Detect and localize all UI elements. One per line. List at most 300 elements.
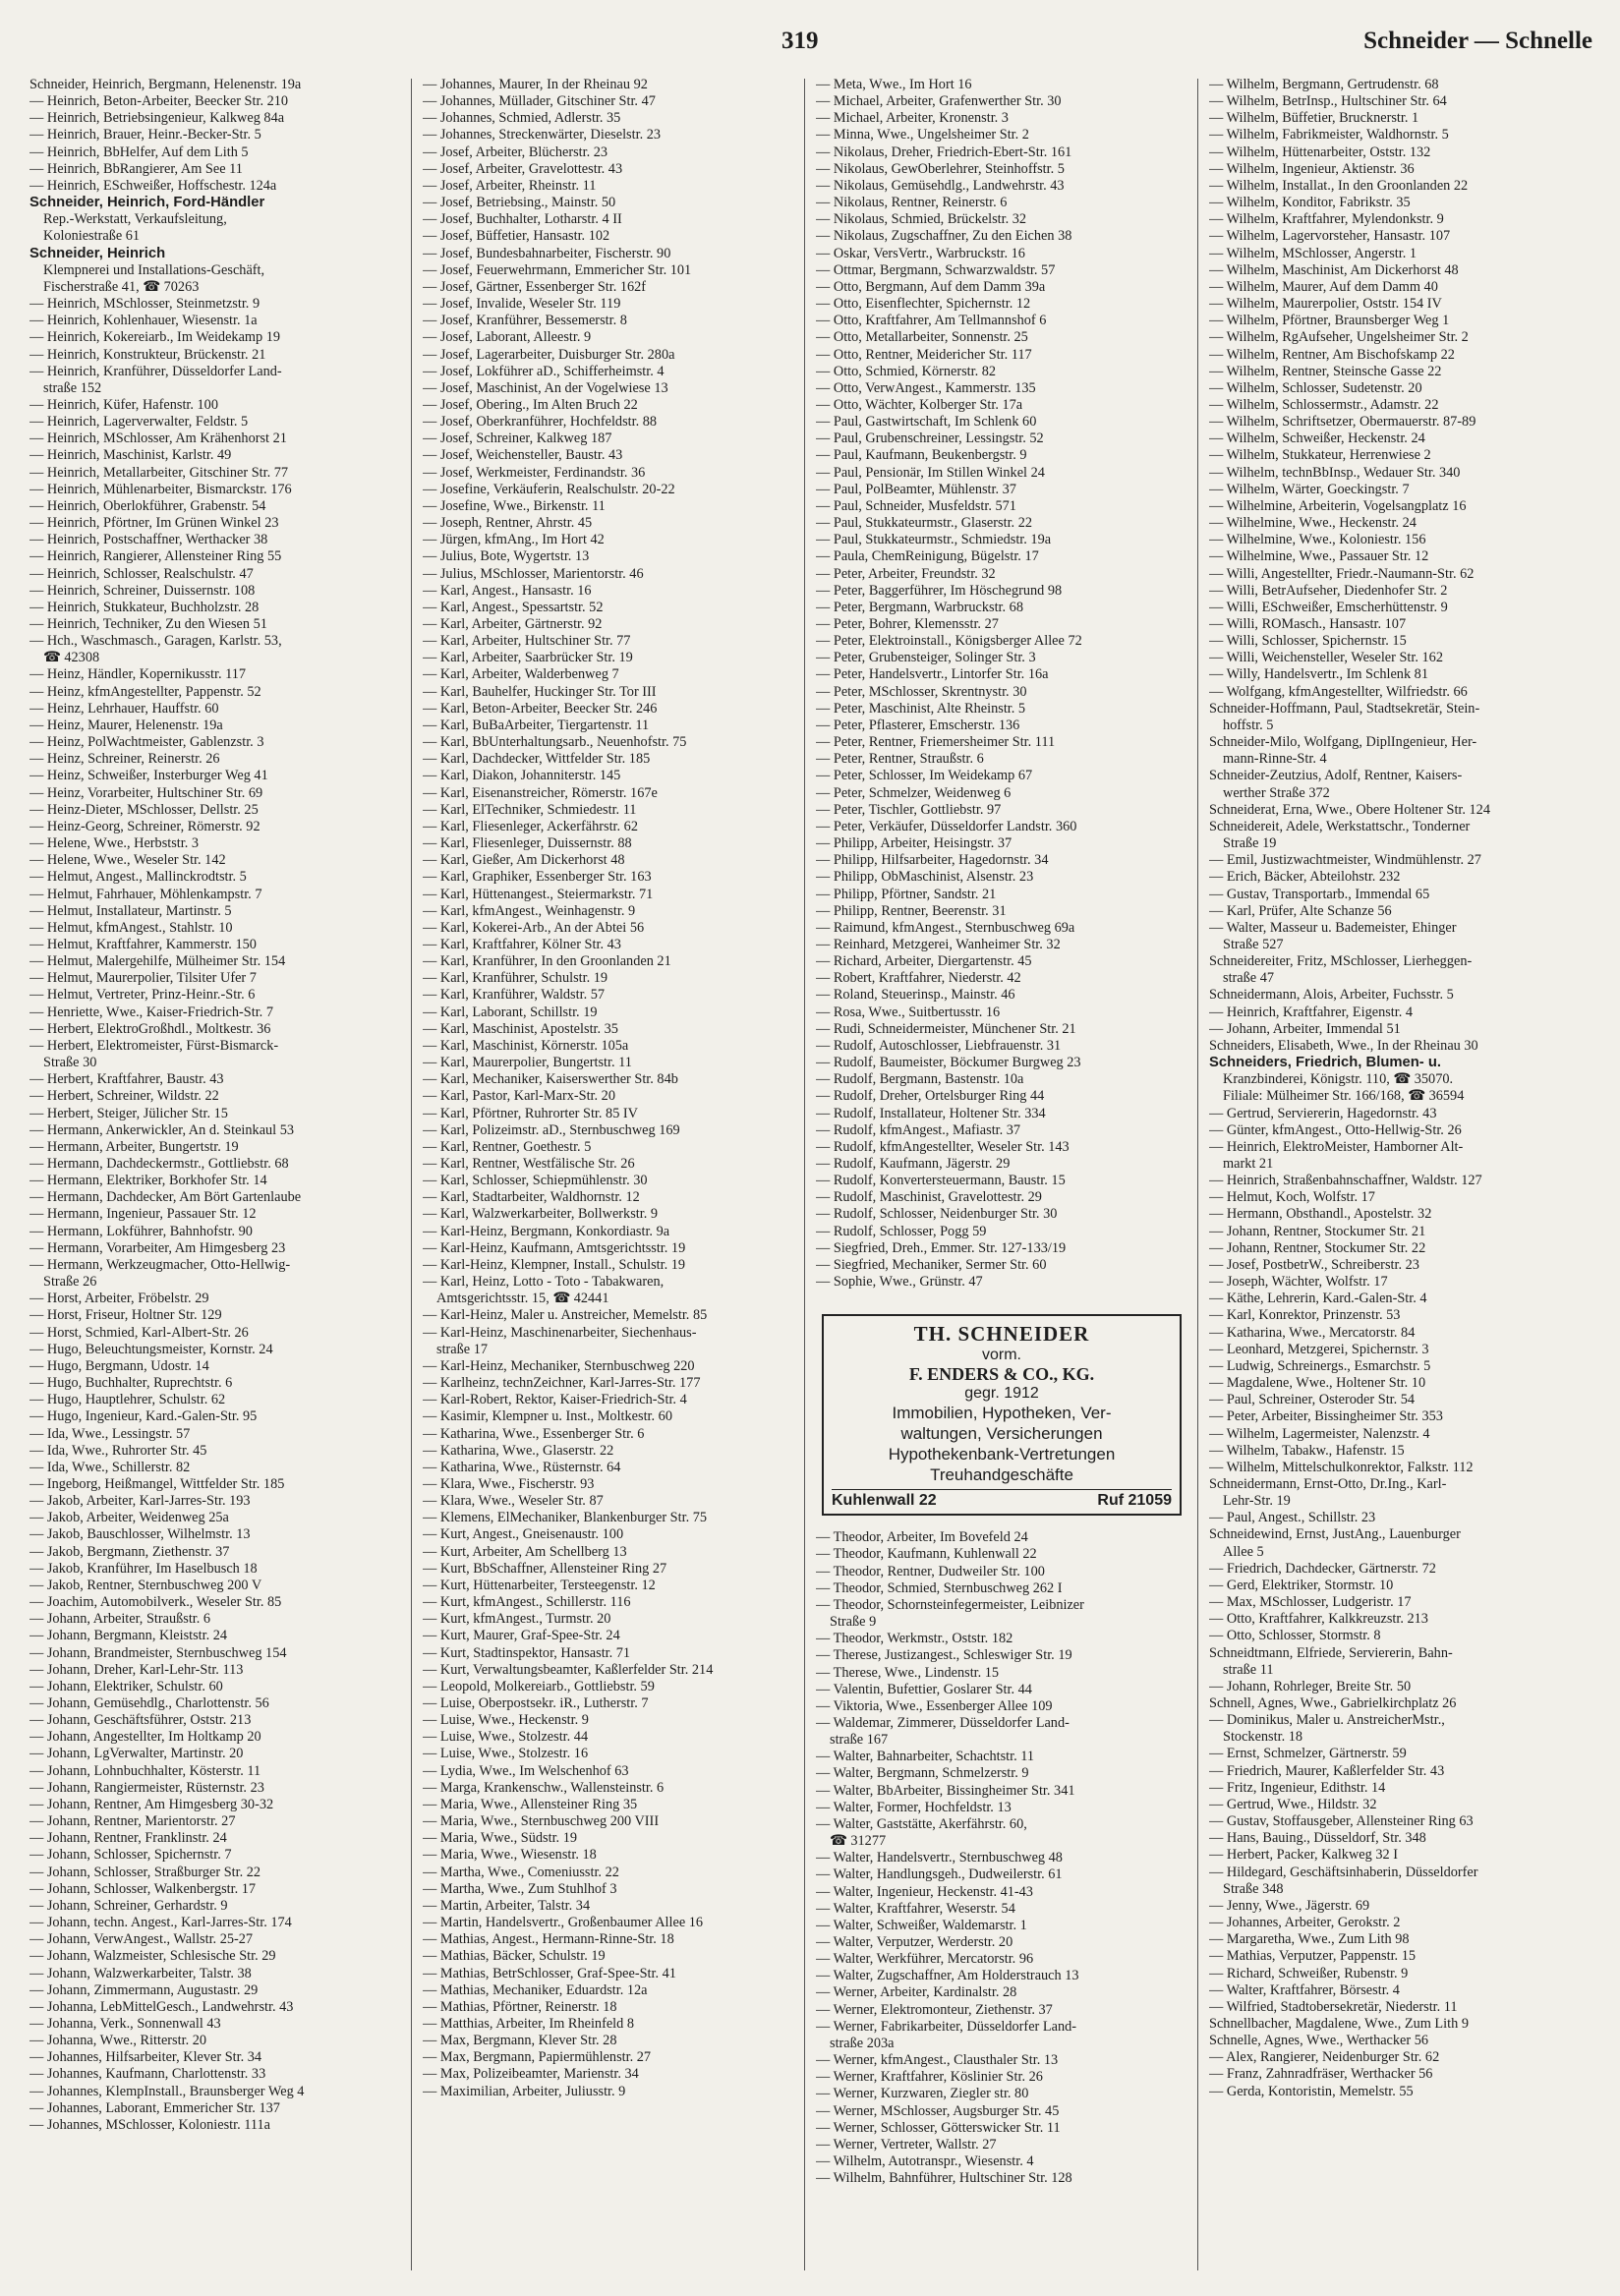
directory-entry: Straße 30	[43, 1055, 97, 1071]
directory-entry: — Martha, Wwe., Zum Stuhlhof 3	[423, 1880, 617, 1897]
directory-entry: — Josef, Werkmeister, Ferdinandstr. 36	[423, 464, 646, 481]
directory-entry: — Karl, Angest., Hansastr. 16	[423, 582, 592, 599]
directory-entry: — Karl, Kranführer, Schulstr. 19	[423, 970, 608, 987]
ad-line: Immobilien, Hypotheken, Ver-	[892, 1404, 1112, 1423]
directory-entry: — Walter, Zugschaffner, Am Holderstrauch 13	[816, 1968, 1079, 1984]
directory-entry: — Jakob, Arbeiter, Karl-Jarres-Str. 193	[29, 1493, 251, 1510]
directory-entry: — Karl, Laborant, Schillstr. 19	[423, 1004, 598, 1020]
directory-entry: — Nikolaus, Gemüsehdlg., Landwehrstr. 43	[816, 177, 1065, 194]
directory-entry: — Wilhelm, Maschinist, Am Dickerhorst 48	[1209, 261, 1459, 278]
directory-entry: — Werner, Kraftfahrer, Köslinier Str. 26	[816, 2069, 1043, 2086]
directory-entry: — Karl, Maschinist, Apostelstr. 35	[423, 1020, 618, 1037]
directory-entry: — Julius, MSchlosser, Marientorstr. 46	[423, 565, 644, 582]
directory-entry: — Reinhard, Metzgerei, Wanheimer Str. 32	[816, 936, 1061, 952]
directory-entry: Schneidereit, Adele, Werkstattschr., Tonderner	[1209, 818, 1471, 834]
directory-entry: — Peter, Rentner, Straußstr. 6	[816, 751, 984, 768]
directory-entry: — Maria, Wwe., Sternbuschweg 200 VIII	[423, 1813, 660, 1830]
directory-entry: — Heinrich, Kranführer, Düsseldorfer Land-	[29, 363, 282, 379]
directory-entry: — Hugo, Bergmann, Udostr. 14	[29, 1357, 209, 1374]
directory-entry: — Karl, Dachdecker, Wittfelder Str. 185	[423, 751, 651, 768]
directory-entry: — Johannes, Arbeiter, Gerokstr. 2	[1209, 1915, 1401, 1931]
directory-entry: — Werner, Elektromonteur, Ziethenstr. 37	[816, 2001, 1053, 2018]
directory-entry: — Theodor, Arbeiter, Im Bovefeld 24	[816, 1529, 1028, 1546]
directory-entry: — Peter, Verkäufer, Düsseldorfer Landstr. 360	[816, 818, 1077, 834]
directory-entry: — Ludwig, Schreinergs., Esmarchstr. 5	[1209, 1357, 1431, 1374]
directory-entry: — Otto, Eisenflechter, Spichernstr. 12	[816, 296, 1031, 313]
directory-entry: — Johanna, Wwe., Ritterstr. 20	[29, 2033, 207, 2049]
directory-entry: — Wilhelm, Fabrikmeister, Waldhornstr. 5	[1209, 127, 1449, 144]
directory-entry: — Paul, PolBeamter, Mühlenstr. 37	[816, 481, 1016, 497]
directory-column-2	[423, 77, 794, 2278]
directory-entry: — Mathias, Bäcker, Schulstr. 19	[423, 1948, 606, 1965]
directory-entry: Schneider-Milo, Wolfgang, DiplIngenieur, Her-	[1209, 734, 1477, 751]
ad-title: TH. SCHNEIDER	[913, 1322, 1090, 1347]
directory-entry: Straße 19	[1223, 835, 1277, 852]
directory-entry: — Heinrich, Küfer, Hafenstr. 100	[29, 396, 218, 413]
directory-entry: — Heinrich, Brauer, Heinr.-Becker-Str. 5	[29, 127, 261, 144]
directory-entry: — Heinrich, BbRangierer, Am See 11	[29, 160, 243, 177]
directory-entry: — Karl, BbUnterhaltungsarb., Neuenhofstr. 75	[423, 734, 687, 751]
directory-entry: Schneider, Heinrich	[29, 245, 166, 261]
directory-entry: — Magdalene, Wwe., Holtener Str. 10	[1209, 1375, 1426, 1392]
directory-entry: — Peter, Maschinist, Alte Rheinstr. 5	[816, 700, 1026, 717]
directory-entry: — Jürgen, kfmAng., Im Hort 42	[423, 532, 605, 548]
directory-entry: — Wilhelm, Konditor, Fabrikstr. 35	[1209, 195, 1411, 211]
ad-address: Kuhlenwall 22	[832, 1492, 937, 1510]
directory-entry: — Walter, Verputzer, Werderstr. 20	[816, 1934, 1013, 1950]
directory-entry: — Katharina, Wwe., Glaserstr. 22	[423, 1442, 614, 1459]
directory-entry: — Paul, Kaufmann, Beukenbergstr. 9	[816, 447, 1027, 464]
directory-entry: — Wilhelm, technBbInsp., Wedauer Str. 340	[1209, 464, 1461, 481]
directory-entry: — Johann, Elektriker, Schulstr. 60	[29, 1678, 223, 1694]
directory-entry: — Heinz-Dieter, MSchlosser, Dellstr. 25	[29, 801, 259, 818]
directory-entry: — Mathias, Verputzer, Pappenstr. 15	[1209, 1948, 1417, 1965]
directory-entry: — Otto, VerwAngest., Kammerstr. 135	[816, 379, 1036, 396]
directory-entry: — Johann, Schreiner, Gerhardstr. 9	[29, 1897, 228, 1914]
directory-entry: — Wilhelm, BetrInsp., Hultschiner Str. 64	[1209, 93, 1447, 110]
directory-entry: — Karl, Eisenanstreicher, Römerstr. 167e	[423, 784, 658, 801]
directory-entry: — Gustav, Stoffausgeber, Allensteiner Ring 63	[1209, 1813, 1474, 1830]
directory-entry: — Katharina, Wwe., Rüsternstr. 64	[423, 1459, 621, 1475]
directory-entry: hoffstr. 5	[1223, 717, 1274, 733]
directory-entry: — Friedrich, Maurer, Kaßlerfelder Str. 43	[1209, 1762, 1445, 1779]
directory-entry: — Alex, Rangierer, Neidenburger Str. 62	[1209, 2049, 1440, 2066]
directory-entry: — Karl, Arbeiter, Hultschiner Str. 77	[423, 633, 631, 650]
directory-entry: — Richard, Schweißer, Rubenstr. 9	[1209, 1965, 1409, 1981]
directory-entry: — Josef, Arbeiter, Rheinstr. 11	[423, 177, 597, 194]
directory-entry: — Dominikus, Maler u. AnstreicherMstr.,	[1209, 1712, 1445, 1729]
directory-entry: — Johann, Rangiermeister, Rüsternstr. 23	[29, 1779, 264, 1796]
directory-entry: — Jakob, Rentner, Sternbuschweg 200 V	[29, 1577, 262, 1593]
directory-entry: — Hermann, Dachdeckermstr., Gottliebstr. 68	[29, 1156, 289, 1172]
directory-entry: — Philipp, Hilfsarbeiter, Hagedornstr. 34	[816, 852, 1049, 869]
directory-entry: — Karl, Maurerpolier, Bungertstr. 11	[423, 1055, 632, 1071]
directory-entry: — Joseph, Rentner, Ahrstr. 45	[423, 515, 593, 532]
directory-entry: — Mathias, Mechaniker, Eduardstr. 12a	[423, 1981, 648, 1998]
directory-entry: — Rudolf, Bergmann, Bastenstr. 10a	[816, 1071, 1024, 1088]
directory-entry: — Karl, Walzwerkarbeiter, Bollwerkstr. 9	[423, 1206, 658, 1223]
directory-entry: — Peter, Bohrer, Klemensstr. 27	[816, 616, 999, 632]
directory-entry: — Katharina, Wwe., Essenberger Str. 6	[423, 1425, 645, 1442]
directory-entry: — Hermann, Arbeiter, Bungertstr. 19	[29, 1138, 239, 1155]
directory-entry: — Otto, Wächter, Kolberger Str. 17a	[816, 396, 1023, 413]
directory-entry: — Johann, Rentner, Am Himgesberg 30-32	[29, 1796, 274, 1812]
directory-entry: — Karl-Heinz, Maler u. Anstreicher, Memelstr. 85	[423, 1307, 708, 1324]
directory-entry: — Heinz, Händler, Kopernikusstr. 117	[29, 666, 247, 683]
directory-entry: — Klemens, ElMechaniker, Blankenburger Str. 75	[423, 1510, 708, 1526]
directory-entry: — Karl, Kokerei-Arb., An der Abtei 56	[423, 919, 645, 936]
directory-entry: ☎ 42308	[43, 650, 100, 666]
directory-entry: — Nikolaus, Rentner, Reinerstr. 6	[816, 195, 1008, 211]
directory-entry: — Hugo, Beleuchtungsmeister, Kornstr. 24	[29, 1341, 273, 1357]
directory-entry: — Heinz, PolWachtmeister, Gablenzstr. 3	[29, 734, 264, 751]
directory-entry: — Wilhelm, Schweißer, Heckenstr. 24	[1209, 430, 1425, 447]
directory-entry: — Wilhelmine, Wwe., Koloniestr. 156	[1209, 532, 1426, 548]
directory-entry: — Karl, Beton-Arbeiter, Beecker Str. 246	[423, 700, 658, 717]
directory-entry: — Karl, Diakon, Johanniterstr. 145	[423, 768, 621, 784]
directory-entry: — Johann, Arbeiter, Straußstr. 6	[29, 1611, 211, 1628]
directory-entry: — Walter, Bahnarbeiter, Schachtstr. 11	[816, 1749, 1035, 1765]
directory-entry: mann-Rinne-Str. 4	[1223, 751, 1327, 768]
directory-entry: Schnelle, Agnes, Wwe., Werthacker 56	[1209, 2033, 1429, 2049]
directory-entry: — Karl, Stadtarbeiter, Waldhornstr. 12	[423, 1189, 640, 1206]
directory-entry: — Jakob, Kranführer, Im Haselbusch 18	[29, 1560, 258, 1577]
directory-entry: — Josef, Laborant, Alleestr. 9	[423, 329, 592, 346]
directory-entry: — Gertrud, Wwe., Hildstr. 32	[1209, 1796, 1377, 1812]
directory-entry: — Josef, Betriebsing., Mainstr. 50	[423, 195, 616, 211]
directory-entry: — Peter, Schmelzer, Weidenweg 6	[816, 784, 1012, 801]
ad-line: Hypothekenbank-Vertretungen	[888, 1445, 1116, 1464]
directory-entry: — Erich, Bäcker, Abteilohstr. 232	[1209, 869, 1401, 886]
directory-entry: — Nikolaus, Schmied, Brückelstr. 32	[816, 211, 1027, 228]
directory-entry: — Josef, Lokführer aD., Schifferheimstr. 4	[423, 363, 665, 379]
directory-entry: — Nikolaus, Dreher, Friedrich-Ebert-Str. 161	[816, 144, 1072, 160]
directory-entry: — Johann, Rentner, Marientorstr. 27	[29, 1813, 236, 1830]
directory-entry: — Paul, Stukkateurmstr., Glaserstr. 22	[816, 515, 1032, 532]
directory-entry: — Walter, Bergmann, Schmelzerstr. 9	[816, 1765, 1029, 1782]
directory-entry: — Walter, Masseur u. Bademeister, Ehinger	[1209, 919, 1457, 936]
directory-entry: — Rudolf, Konvertersteuermann, Baustr. 15	[816, 1173, 1066, 1189]
ad-phone: Ruf 21059	[1097, 1492, 1172, 1510]
directory-entry: — Gerd, Elektriker, Stormstr. 10	[1209, 1577, 1394, 1593]
ad-firm: F. ENDERS & CO., KG.	[908, 1364, 1095, 1385]
directory-entry: — Viktoria, Wwe., Essenberger Allee 109	[816, 1697, 1053, 1714]
directory-entry: Schneidtmann, Elfriede, Serviererin, Bahn-	[1209, 1644, 1453, 1661]
directory-entry: — Karl, Kranführer, In den Groonlanden 21	[423, 953, 671, 970]
directory-entry: — Walter, Handlungsgeh., Dudweilerstr. 61	[816, 1866, 1063, 1883]
directory-entry: — Philipp, ObMaschinist, Alsenstr. 23	[816, 869, 1034, 886]
directory-entry: — Walter, Kraftfahrer, Börsestr. 4	[1209, 1981, 1400, 1998]
directory-entry: — Walter, Kraftfahrer, Weserstr. 54	[816, 1900, 1015, 1917]
directory-entry: — Peter, Elektroinstall., Königsberger Allee 72	[816, 633, 1082, 650]
directory-entry: — Wilhelm, Bergmann, Gertrudenstr. 68	[1209, 77, 1439, 92]
directory-entry: — Maria, Wwe., Allensteiner Ring 35	[423, 1796, 638, 1812]
directory-entry: — Josef, Oberkranführer, Hochfeldstr. 88	[423, 414, 658, 430]
directory-entry: — Michael, Arbeiter, Grafenwerther Str. 30	[816, 93, 1062, 110]
directory-entry: — Johann, Gemüsehdlg., Charlottenstr. 56	[29, 1695, 269, 1711]
directory-entry: — Karl, Gießer, Am Dickerhorst 48	[423, 852, 625, 869]
directory-entry: — Josef, Invalide, Weseler Str. 119	[423, 296, 621, 313]
directory-entry: — Otto, Bergmann, Auf dem Damm 39a	[816, 278, 1046, 295]
directory-entry: — Herbert, Steiger, Jülicher Str. 15	[29, 1105, 228, 1121]
directory-entry: — Ida, Wwe., Lessingstr. 57	[29, 1425, 191, 1442]
directory-entry: — Wilhelm, Ingenieur, Aktienstr. 36	[1209, 160, 1415, 177]
directory-entry: Schneidermann, Ernst-Otto, Dr.Ing., Karl-	[1209, 1475, 1447, 1492]
directory-entry: — Herbert, Schreiner, Wildstr. 22	[29, 1088, 219, 1105]
directory-entry: — Rudolf, Baumeister, Böckumer Burgweg 23	[816, 1055, 1081, 1071]
directory-entry: — Werner, Schlosser, Götterswicker Str. 11	[816, 2119, 1061, 2136]
directory-entry: — Johann, Walzwerkarbeiter, Talstr. 38	[29, 1965, 252, 1981]
ad-vorm: vorm.	[982, 1347, 1021, 1364]
directory-entry: — Wilhelm, Rentner, Am Bischofskamp 22	[1209, 346, 1455, 363]
directory-entry: — Kurt, Arbeiter, Am Schellberg 13	[423, 1543, 627, 1560]
directory-entry: — Michael, Arbeiter, Kronenstr. 3	[816, 110, 1009, 127]
directory-entry: — Wolfgang, kfmAngestellter, Wilfriedstr. 66	[1209, 683, 1468, 700]
directory-entry: — Max, MSchlosser, Ludgeristr. 17	[1209, 1594, 1412, 1611]
directory-entry: — Johannes, Schmied, Adlerstr. 35	[423, 110, 621, 127]
directory-entry: — Johann, Geschäftsführer, Oststr. 213	[29, 1712, 252, 1729]
directory-entry: — Heinrich, Schreiner, Duissernstr. 108	[29, 582, 256, 599]
directory-entry: — Minna, Wwe., Ungelsheimer Str. 2	[816, 127, 1029, 144]
directory-page	[29, 28, 1592, 2278]
directory-entry: — Martin, Handelsvertr., Großenbaumer Allee 16	[423, 1915, 704, 1931]
directory-entry: — Kurt, Verwaltungsbeamter, Kaßlerfelder Str. 214	[423, 1661, 714, 1678]
directory-entry: Schneider-Hoffmann, Paul, Stadtsekretär, Stein-	[1209, 700, 1480, 717]
directory-entry: — Maria, Wwe., Wiesenstr. 18	[423, 1847, 597, 1864]
directory-entry: — Hugo, Ingenieur, Kard.-Galen-Str. 95	[29, 1408, 258, 1425]
directory-entry: — Hermann, Ankerwickler, An d. Steinkaul 53	[29, 1121, 295, 1138]
directory-entry: — Mathias, Pförtner, Reinerstr. 18	[423, 1998, 617, 2015]
directory-entry: — Rudolf, Maschinist, Gravelottestr. 29	[816, 1189, 1042, 1206]
directory-entry: — Kurt, Angest., Gneisenaustr. 100	[423, 1526, 624, 1543]
directory-entry: — Wilhelm, Schlossermstr., Adamstr. 22	[1209, 396, 1439, 413]
directory-entry: — Paul, Pensionär, Im Stillen Winkel 24	[816, 464, 1045, 481]
directory-entry: — Johann, Rentner, Stockumer Str. 22	[1209, 1239, 1426, 1256]
directory-entry: — Wilhelm, Rentner, Steinsche Gasse 22	[1209, 363, 1442, 379]
directory-entry: — Josef, Lagerarbeiter, Duisburger Str. 280a	[423, 346, 675, 363]
directory-entry: Stockenstr. 18	[1223, 1729, 1303, 1746]
directory-entry: — Johann, techn. Angest., Karl-Jarres-Str. 174	[29, 1915, 292, 1931]
directory-entry: — Joachim, Automobilverk., Weseler Str. 85	[29, 1594, 282, 1611]
directory-entry: Schneiders, Elisabeth, Wwe., In der Rheinau 30	[1209, 1037, 1478, 1054]
directory-entry: — Karl, Arbeiter, Gärtnerstr. 92	[423, 616, 603, 632]
directory-entry: — Karl, Prüfer, Alte Schanze 56	[1209, 902, 1392, 919]
directory-entry: — Heinrich, Pförtner, Im Grünen Winkel 23	[29, 515, 279, 532]
directory-entry: — Helmut, Kraftfahrer, Kammerstr. 150	[29, 936, 257, 952]
directory-entry: — Rudolf, Installateur, Holtener Str. 334	[816, 1105, 1046, 1121]
directory-entry: — Jenny, Wwe., Jägerstr. 69	[1209, 1897, 1370, 1914]
directory-entry: — Josef, Kranführer, Bessemerstr. 8	[423, 313, 627, 329]
directory-entry: — Otto, Kraftfahrer, Am Tellmannshof 6	[816, 313, 1047, 329]
directory-entry: — Gustav, Transportarb., Immendal 65	[1209, 886, 1430, 902]
directory-entry: — Paul, Schreiner, Osteroder Str. 54	[1209, 1392, 1416, 1408]
directory-entry: — Josef, Arbeiter, Gravelottestr. 43	[423, 160, 623, 177]
directory-entry: — Kurt, Hüttenarbeiter, Tersteegenstr. 12	[423, 1577, 656, 1593]
directory-entry: Rep.-Werkstatt, Verkaufsleitung,	[43, 211, 227, 228]
directory-entry: — Kurt, BbSchaffner, Allensteiner Ring 27	[423, 1560, 667, 1577]
directory-entry: — Helmut, Angest., Mallinckrodtstr. 5	[29, 869, 247, 886]
directory-entry: — Hermann, Lokführer, Bahnhofstr. 90	[29, 1223, 253, 1239]
directory-entry: straße 167	[830, 1732, 889, 1749]
directory-entry: — Friedrich, Dachdecker, Gärtnerstr. 72	[1209, 1560, 1436, 1577]
directory-entry: — Johann, Dreher, Karl-Lehr-Str. 113	[29, 1661, 244, 1678]
directory-entry: Amtsgerichtsstr. 15, ☎ 42441	[436, 1291, 609, 1307]
directory-entry: — Gertrud, Serviererin, Hagedornstr. 43	[1209, 1105, 1437, 1121]
directory-entry: — Peter, Bergmann, Warbruckstr. 68	[816, 599, 1023, 615]
directory-entry: — Josef, Obering., Im Alten Bruch 22	[423, 396, 638, 413]
directory-entry: — Hermann, Vorarbeiter, Am Himgesberg 23	[29, 1239, 286, 1256]
directory-entry: — Wilhelm, RgAufseher, Ungelsheimer Str. 2	[1209, 329, 1469, 346]
directory-entry: — Therese, Wwe., Lindenstr. 15	[816, 1664, 1000, 1681]
directory-entry: — Willi, Angestellter, Friedr.-Naumann-Str. 62	[1209, 565, 1475, 582]
directory-entry: — Max, Polizeibeamter, Marienstr. 34	[423, 2066, 639, 2083]
directory-entry: — Karl, Maschinist, Körnerstr. 105a	[423, 1037, 629, 1054]
directory-entry: — Willi, ROMasch., Hansastr. 107	[1209, 616, 1407, 632]
directory-entry: — Heinrich, Beton-Arbeiter, Beecker Str. 210	[29, 93, 289, 110]
directory-entry: — Hugo, Buchhalter, Ruprechtstr. 6	[29, 1375, 233, 1392]
directory-entry: — Hermann, Ingenieur, Passauer Str. 12	[29, 1206, 257, 1223]
directory-entry: — Josef, Bundesbahnarbeiter, Fischerstr. 90	[423, 245, 671, 261]
directory-entry: — Nikolaus, Zugschaffner, Zu den Eichen 38	[816, 228, 1072, 245]
directory-entry: — Helmut, Fahrhauer, Möhlenkampstr. 7	[29, 886, 262, 902]
directory-entry: — Karl, Angest., Spessartstr. 52	[423, 599, 604, 615]
directory-entry: — Willi, ESchweißer, Emscherhüttenstr. 9	[1209, 599, 1448, 615]
directory-entry: — Peter, Tischler, Gottliebstr. 97	[816, 801, 1002, 818]
directory-entry: — Matthias, Arbeiter, Im Rheinfeld 8	[423, 2015, 635, 2032]
directory-entry: — Heinz, Vorarbeiter, Hultschiner Str. 69	[29, 784, 263, 801]
directory-entry: — Franz, Zahnradfräser, Werthacker 56	[1209, 2066, 1433, 2083]
directory-entry: — Willi, Schlosser, Spichernstr. 15	[1209, 633, 1407, 650]
directory-entry: — Käthe, Lehrerin, Kard.-Galen-Str. 4	[1209, 1291, 1427, 1307]
directory-entry: — Maximilian, Arbeiter, Juliusstr. 9	[423, 2083, 626, 2099]
directory-entry: — Rosa, Wwe., Suitbertusstr. 16	[816, 1004, 1001, 1020]
directory-entry: — Kurt, Maurer, Graf-Spee-Str. 24	[423, 1628, 620, 1644]
directory-entry: — Peter, Schlosser, Im Weidekamp 67	[816, 768, 1033, 784]
directory-entry: — Otto, Metallarbeiter, Sonnenstr. 25	[816, 329, 1028, 346]
directory-entry: — Günter, kfmAngest., Otto-Hellwig-Str. 26	[1209, 1121, 1462, 1138]
directory-entry: — Herbert, Packer, Kalkweg 32 I	[1209, 1847, 1398, 1864]
directory-entry: — Johannes, MSchlosser, Koloniestr. 111a	[29, 2116, 270, 2133]
directory-entry: — Johann, Bergmann, Kleiststr. 24	[29, 1628, 228, 1644]
directory-entry: — Wilhelm, Kraftfahrer, Mylendonkstr. 9	[1209, 211, 1444, 228]
directory-entry: — Heinrich, ElektroMeister, Hamborner Alt-	[1209, 1138, 1464, 1155]
page-header	[29, 28, 1592, 67]
directory-entry: straße 17	[436, 1341, 489, 1357]
directory-entry: Straße 348	[1223, 1880, 1284, 1897]
directory-entry: — Rudolf, Schlosser, Neidenburger Str. 30	[816, 1206, 1058, 1223]
directory-entry: — Mathias, BetrSchlosser, Graf-Spee-Str. 41	[423, 1965, 676, 1981]
directory-entry: — Emil, Justizwachtmeister, Windmühlenstr. 27	[1209, 852, 1481, 869]
directory-entry: — Kurt, kfmAngest., Schillerstr. 116	[423, 1594, 631, 1611]
directory-entry: — Philipp, Rentner, Beerenstr. 31	[816, 902, 1007, 919]
directory-entry: markt 21	[1223, 1156, 1274, 1172]
directory-entry: — Wilhelm, Mittelschulkonrektor, Falkstr. 112	[1209, 1459, 1474, 1475]
directory-entry: — Johann, Schlosser, Walkenbergstr. 17	[29, 1880, 257, 1897]
directory-entry: — Peter, Grubensteiger, Solinger Str. 3	[816, 650, 1036, 666]
directory-entry: — Johann, LgVerwalter, Martinstr. 20	[29, 1746, 244, 1762]
directory-entry: — Karl-Heinz, Mechaniker, Sternbuschweg 220	[423, 1357, 695, 1374]
directory-entry: — Horst, Friseur, Holtner Str. 129	[29, 1307, 222, 1324]
directory-entry: — Josef, Büffetier, Hansastr. 102	[423, 228, 610, 245]
directory-entry: — Nikolaus, GewOberlehrer, Steinhoffstr. 5	[816, 160, 1065, 177]
directory-entry: — Karl, Arbeiter, Walderbenweg 7	[423, 666, 619, 683]
directory-entry: — Wilhelm, Installat., In den Groonlanden 22	[1209, 177, 1469, 194]
directory-entry: — Herbert, Elektromeister, Fürst-Bismarck-	[29, 1037, 279, 1054]
directory-entry: Allee 5	[1223, 1543, 1264, 1560]
directory-entry: — Herbert, ElektroGroßhdl., Moltkestr. 36	[29, 1020, 271, 1037]
directory-entry: Klempnerei und Installations-Geschäft,	[43, 261, 265, 278]
directory-entry: — Karl-Heinz, Bergmann, Konkordiastr. 9a	[423, 1223, 670, 1239]
directory-entry: — Ida, Wwe., Ruhrorter Str. 45	[29, 1442, 207, 1459]
directory-entry: — Martin, Arbeiter, Talstr. 34	[423, 1897, 591, 1914]
directory-entry: — Walter, Handelsvertr., Sternbuschweg 48	[816, 1850, 1063, 1866]
directory-entry: — Wilhelm, Maurerpolier, Oststr. 154 IV	[1209, 296, 1442, 313]
directory-entry: Schneidermann, Alois, Arbeiter, Fuchsstr. 5	[1209, 987, 1454, 1004]
directory-entry: Schneidereiter, Fritz, MSchlosser, Lierheggen-	[1209, 953, 1473, 970]
directory-entry: — Martha, Wwe., Comeniusstr. 22	[423, 1864, 619, 1880]
directory-entry: Schnell, Agnes, Wwe., Gabrielkirchplatz 26	[1209, 1695, 1457, 1711]
directory-entry: — Henriette, Wwe., Kaiser-Friedrich-Str. 7	[29, 1004, 273, 1020]
directory-entry: — Marga, Krankenschw., Wallensteinstr. 6	[423, 1779, 665, 1796]
directory-entry: — Peter, Baggerführer, Im Höschegrund 98	[816, 582, 1063, 599]
directory-entry: — Karl, Kranführer, Waldstr. 57	[423, 987, 606, 1004]
directory-entry: — Karl, Hüttenangest., Steiermarkstr. 71	[423, 886, 654, 902]
directory-entry: — Wilhelm, Schriftsetzer, Obermauerstr. 87-89	[1209, 414, 1476, 430]
directory-entry: — Kurt, kfmAngest., Turmstr. 20	[423, 1611, 611, 1628]
directory-entry: — Johanna, LebMittelGesch., Landwehrstr. 43	[29, 1998, 294, 2015]
directory-entry: straße 47	[1223, 970, 1275, 987]
ad-line: waltungen, Versicherungen	[900, 1424, 1103, 1444]
directory-entry: — Karl-Heinz, Kaufmann, Amtsgerichtsstr. 19	[423, 1239, 686, 1256]
directory-entry: — Karl, Pförtner, Ruhrorter Str. 85 IV	[423, 1105, 639, 1121]
directory-entry: — Werner, MSchlosser, Augsburger Str. 45	[816, 2102, 1060, 2119]
directory-entry: — Heinz, Schreiner, Reinerstr. 26	[29, 751, 220, 768]
directory-entry: — Heinrich, Postschaffner, Werthacker 38	[29, 532, 268, 548]
directory-entry: — Wilfried, Stadtobersekretär, Niederstr. 11	[1209, 1998, 1458, 2015]
directory-entry: — Karl, Arbeiter, Saarbrücker Str. 19	[423, 650, 633, 666]
directory-entry: — Wilhelm, Schlosser, Sudetenstr. 20	[1209, 379, 1422, 396]
directory-entry: — Wilhelm, Büffetier, Brucknerstr. 1	[1209, 110, 1419, 127]
directory-entry: — Wilhelm, Tabakw., Hafenstr. 15	[1209, 1442, 1405, 1459]
directory-entry: — Peter, Pflasterer, Emscherstr. 136	[816, 717, 1020, 733]
directory-entry: — Karl, ElTechniker, Schmiedestr. 11	[423, 801, 637, 818]
directory-entry: — Heinrich, Maschinist, Karlstr. 49	[29, 447, 232, 464]
directory-entry: — Heinrich, Oberlokführer, Grabenstr. 54	[29, 497, 266, 514]
directory-entry: — Valentin, Bufettier, Goslarer Str. 44	[816, 1681, 1032, 1697]
directory-entry: — Karl, Fliesenleger, Ackerfährstr. 62	[423, 818, 638, 834]
directory-entry: — Walter, Ingenieur, Heckenstr. 41-43	[816, 1883, 1033, 1900]
directory-entry: — Helmut, Maurerpolier, Tilsiter Ufer 7	[29, 970, 257, 987]
directory-entry: Schneider, Heinrich, Ford-Händler	[29, 195, 265, 211]
directory-entry: — Josefine, Verkäuferin, Realschulstr. 20-22	[423, 481, 675, 497]
directory-entry: — Josef, Schreiner, Kalkweg 187	[423, 430, 612, 447]
directory-entry: — Paul, Stukkateurmstr., Schmiedstr. 19a	[816, 532, 1052, 548]
directory-entry: ☎ 31277	[830, 1833, 887, 1850]
directory-entry: — Josef, Buchhalter, Lotharstr. 4 II	[423, 211, 622, 228]
directory-entry: — Rudi, Schneidermeister, Münchener Str. 21	[816, 1020, 1076, 1037]
directory-entry: — Richard, Arbeiter, Diergartenstr. 45	[816, 953, 1032, 970]
page-number: 319	[781, 28, 819, 54]
directory-entry: — Heinrich, Mühlenarbeiter, Bismarckstr. 176	[29, 481, 292, 497]
directory-entry: — Rudolf, Dreher, Ortelsburger Ring 44	[816, 1088, 1045, 1105]
directory-entry: — Heinrich, Betriebsingenieur, Kalkweg 84a	[29, 110, 285, 127]
directory-entry: — Wilhelm, MSchlosser, Angerstr. 1	[1209, 245, 1418, 261]
directory-entry: — Hermann, Elektriker, Borkhofer Str. 14	[29, 1173, 267, 1189]
directory-entry: — Hermann, Obsthandl., Apostelstr. 32	[1209, 1206, 1432, 1223]
directory-entry: — Heinrich, Kokereiarb., Im Weidekamp 19	[29, 329, 281, 346]
directory-entry: — Karl, Graphiker, Essenberger Str. 163	[423, 869, 652, 886]
directory-entry: — Paul, Angest., Schillstr. 23	[1209, 1510, 1376, 1526]
